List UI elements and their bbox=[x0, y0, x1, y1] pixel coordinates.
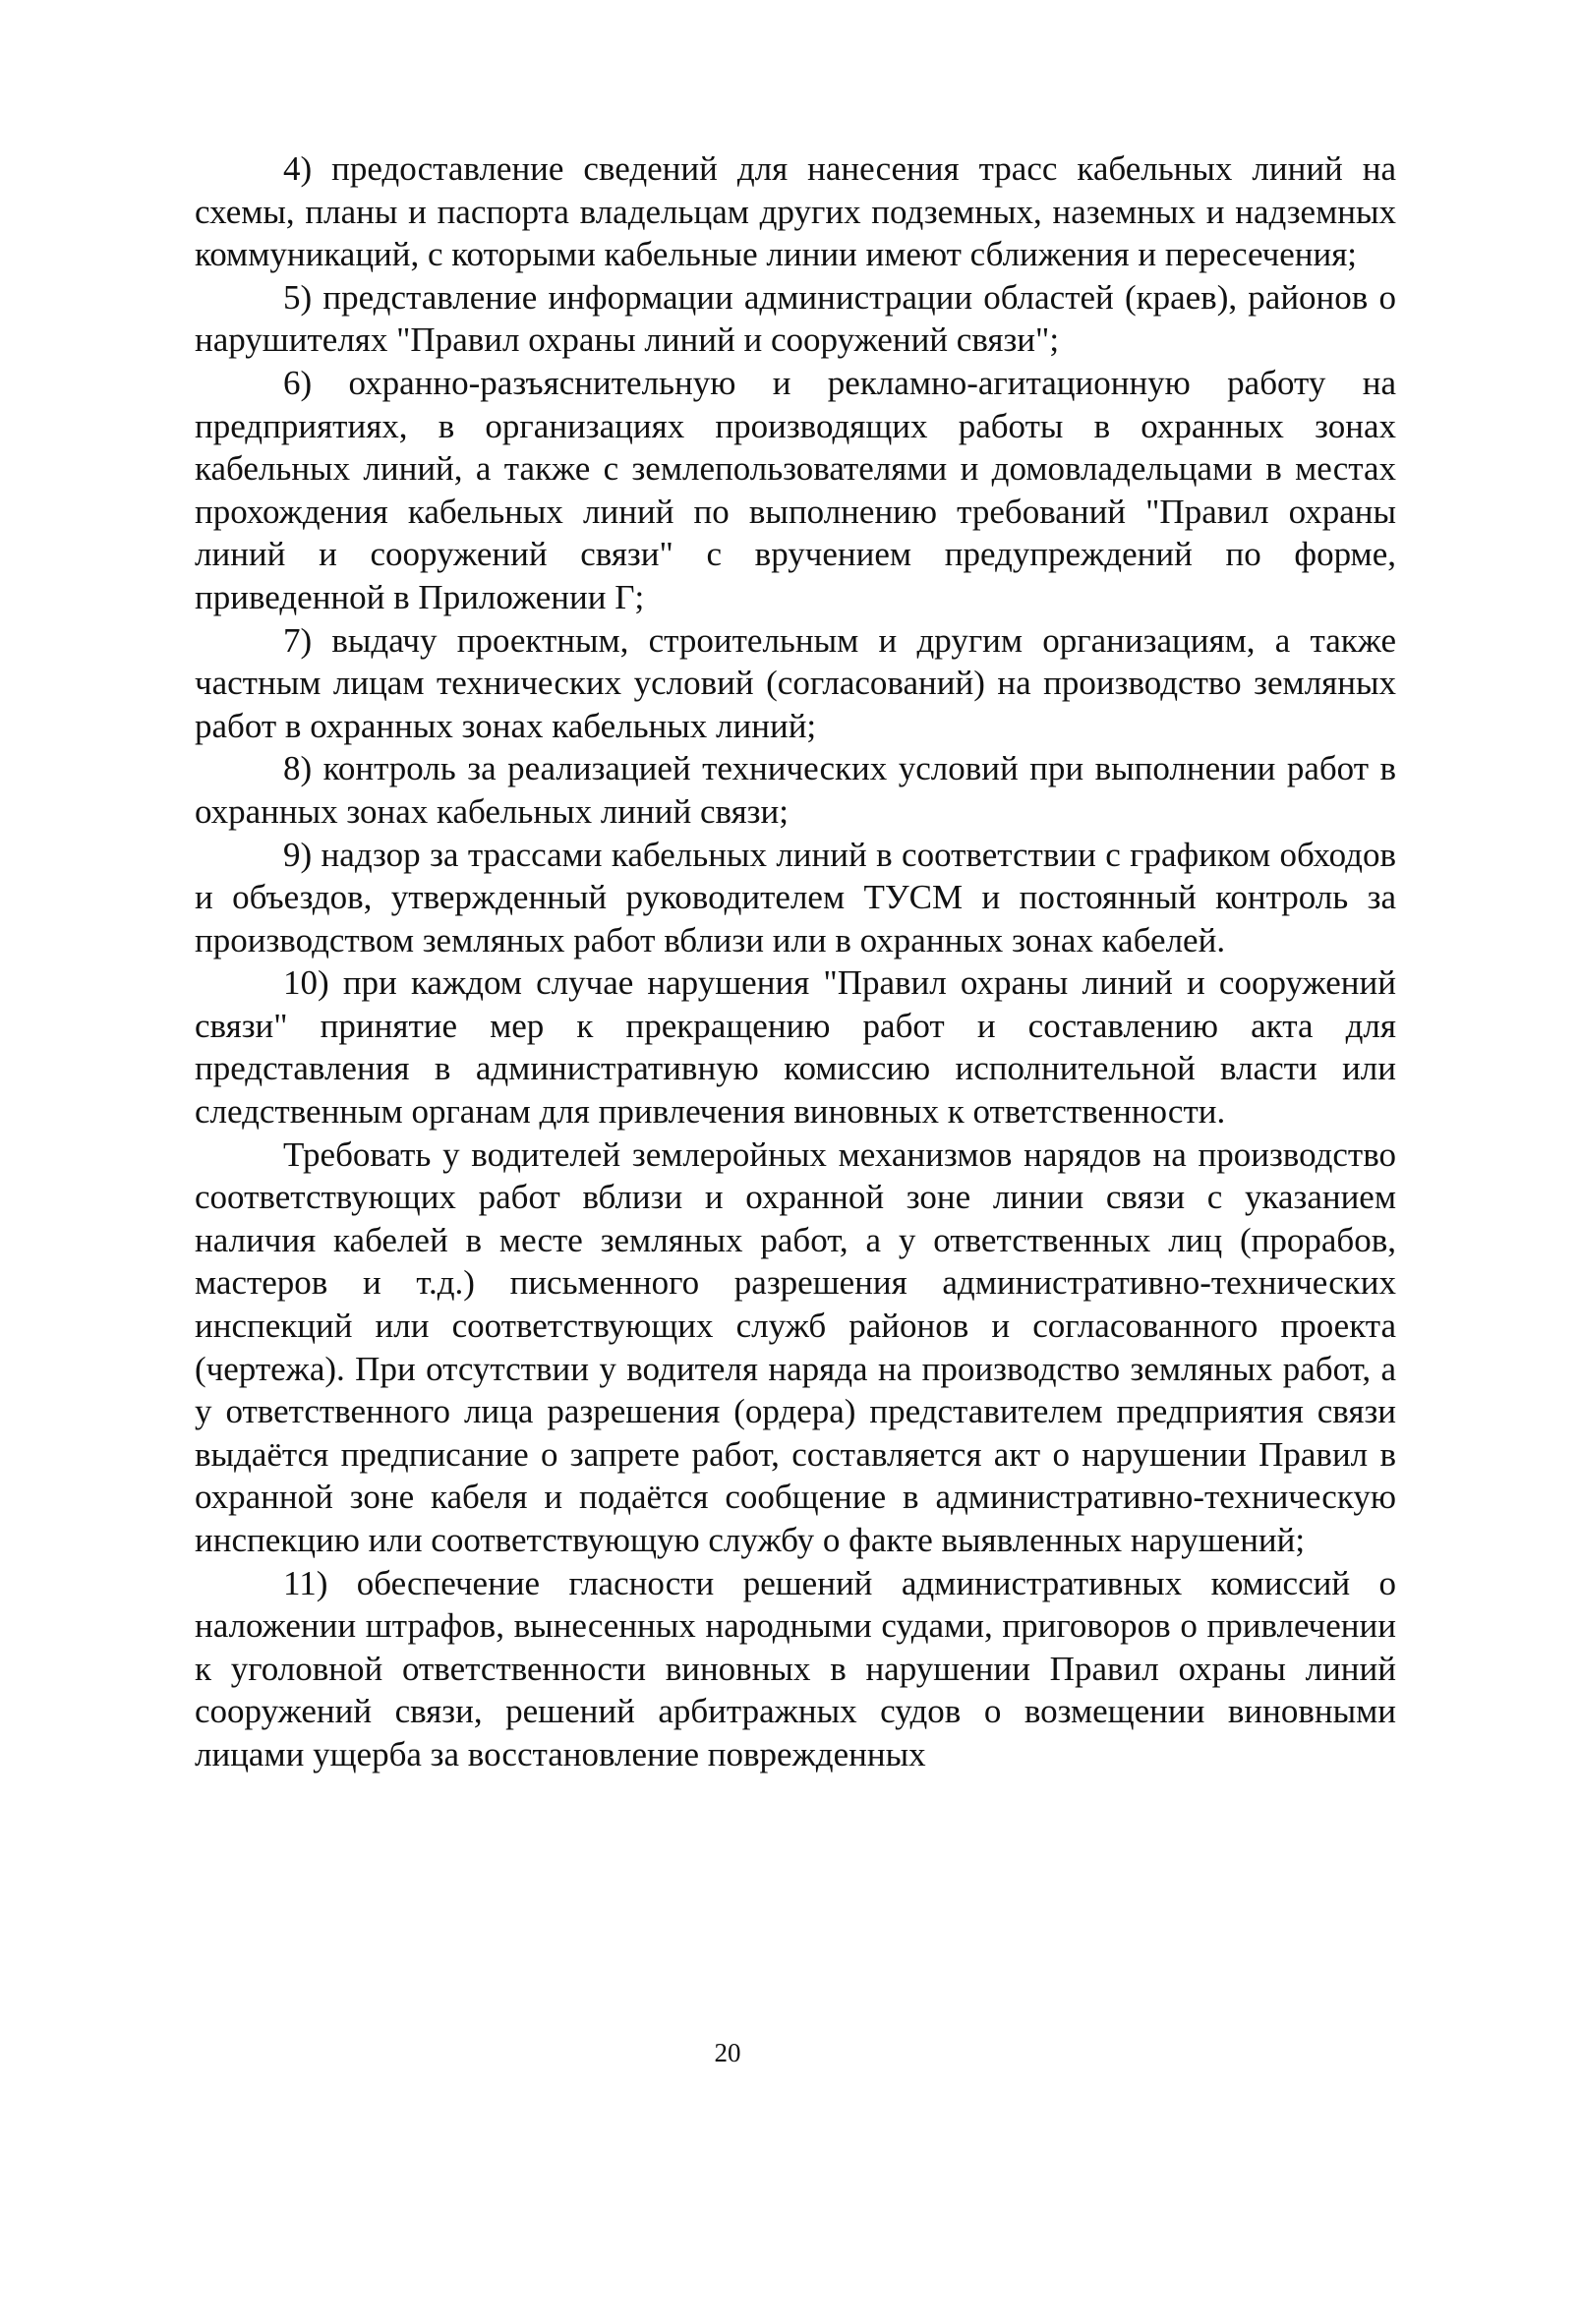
paragraph-item-8: 8) контроль за реализацией технических условий при выполнении работ в охранных зонах кабельных линий связи; bbox=[195, 749, 1396, 831]
paragraph-item-5: 5) представление информации администрации областей (краев), районов о нарушителях "Правил охраны линий и сооружений связи"; bbox=[195, 277, 1396, 360]
paragraph-item-11: 11) обеспечение гласности решений административных комиссий о наложении штрафов, вынесенных народными судами, приговоров о привлечении к уголовной ответственности виновных в нарушении Правил охраны линий сооружений связи, решений арбитражных судов о возмещении виновными лицами ущерба за восстановление поврежденных bbox=[195, 1563, 1396, 1773]
paragraph-item-4: 4) предоставление сведений для нанесения трасс кабельных линий на схемы, планы и паспорта владельцам других подземных, наземных и надземных коммуникаций, с которыми кабельные линии имеют сближения и пересечения; bbox=[195, 149, 1396, 274]
paragraph-requirement: Требовать у водителей землеройных механизмов нарядов на производство соответствующих работ вблизи и охранной зоне линии связи с указанием наличия кабелей в месте земляных работ, а у ответственных лиц (прорабов, мастеров и т.д.) письменного разрешения административно-технических инспекций или соответствующих служб районов и согласованного проекта (чертежа). При отсутствии у водителя наряда на производство земляных работ, а у ответственного лица разрешения (ордера) представителем предприятия связи выдаётся предписание о запрете работ, составляется акт о нарушении Правил в охранной зоне кабеля и подаётся сообщение в административно-техническую инспекцию или соответствующую службу о факте выявленных нарушений; bbox=[195, 1134, 1396, 1559]
paragraph-item-9: 9) надзор за трассами кабельных линий в соответствии с графиком обходов и объездов, утвержденный руководителем ТУСМ и постоянный контроль за производством земляных работ вблизи или в охранных зонах кабелей. bbox=[195, 835, 1396, 959]
page-body bbox=[195, 147, 1396, 1776]
paragraph-item-10: 10) при каждом случае нарушения "Правил охраны линий и сооружений связи" принятие мер к прекращению работ и составлению акта для представления в административную комиссию исполнительной власти или следственным органам для привлечения виновных к ответственности. bbox=[195, 963, 1396, 1132]
paragraph-item-7: 7) выдачу проектным, строительным и другим организациям, а также частным лицам технических условий (согласований) на производство земляных работ в охранных зонах кабельных линий; bbox=[195, 620, 1396, 745]
paragraph-item-6: 6) охранно-разъяснительную и рекламно-агитационную работу на предприятиях, в организациях производящих работы в охранных зонах кабельных линий, а также с землепользователями и домовладельцами в местах прохождения кабельных линий по выполнению требований "Правил охраны линий и сооружений связи" с вручением предупреждений по форме, приведенной в Приложении Г; bbox=[195, 363, 1396, 616]
page-number: 20 bbox=[714, 2038, 741, 2067]
